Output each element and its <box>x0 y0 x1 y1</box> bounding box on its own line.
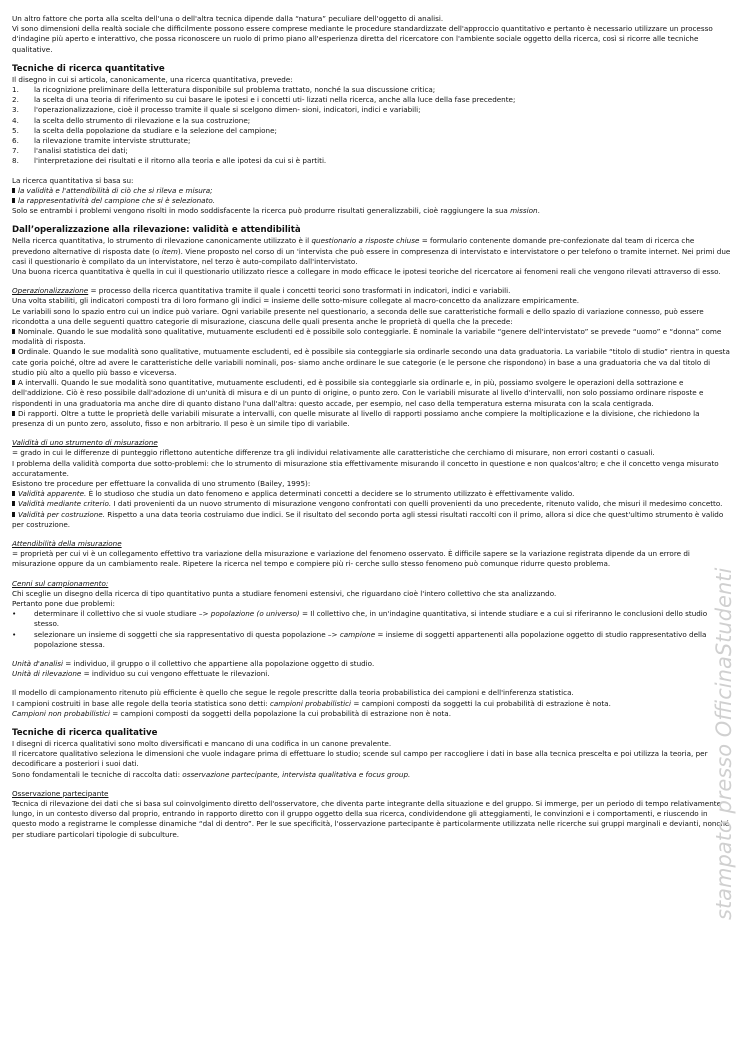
list-item: 1. la ricognizione preliminare della letteratura disponibile sul problema trattato, nonché la sua discussione critica; <box>12 85 436 95</box>
list-item: • determinare il collettivo che si vuole studiare –> popolazione (o universo) = Il collettivo che, in un'indagine quantitativa, si intende studiare e a cui si riferiranno le conclusioni dello studio stesso. <box>12 609 708 629</box>
validity-criterion: Validità mediante criterio. I dati provenienti da un nuovo strumento di misurazione vengono confrontati con quelli provenienti da uno precedente, ritenuto valido, che misuri il medesimo concetto. <box>12 499 732 509</box>
bullet-square-icon <box>12 501 15 506</box>
heading-qualitative: Tecniche di ricerca qualitative <box>12 727 158 738</box>
base-lead: La ricerca quantitativa si basa su: <box>12 175 134 185</box>
heading-quantitative: Tecniche di ricerca quantitative <box>12 63 165 74</box>
list-item: 5. la scelta della popolazione da studiare e la selezione del campione; <box>12 125 277 135</box>
base-item-validity: la validità e l'attendibilità di ciò che si rileva e misura; <box>12 186 732 196</box>
list-item: 3. l'operazionalizzazione, cioè il processo tramite il quale si scelgono dimen- sioni, indicatori, indici e variabili; <box>12 105 421 115</box>
opz-nominal: Nominale. Quando le sue modalità sono qualitative, mutuamente escludenti ed è possibile solo conteggiarle. È nominale la variabile “genere dell'intervistato” se prevede “uomo” e “donna” come modalità di risposta. <box>12 327 722 347</box>
sampling-problems-list <box>12 609 732 650</box>
validity-definition: = grado in cui le differenze di punteggio riflettono autentiche differenze tra gli individui relativamente alle caratteristiche che cerchiamo di misurare, non errori costanti o casuali. <box>12 448 655 458</box>
watermark: stampato presso OfficinaStudenti <box>712 567 736 920</box>
opz-definition: Operazionalizzazione = processo della ricerca quantitativa tramite il quale i concetti teorici sono trasformati in indicatori, indici e variabili. <box>12 286 511 296</box>
qual-line-3: Sono fondamentali le tecniche di raccolta dati: osservazione partecipante, intervista qualitativa e focus group. <box>12 769 411 779</box>
bullet-square-icon <box>12 380 15 385</box>
bullet-square-icon <box>12 512 15 517</box>
participant-observation-heading: Osservazione partecipante <box>12 788 109 798</box>
probabilistic-samples: I campioni costruiti in base alle regole della teoria statistica sono detti: campioni probabilistici = campioni composti da soggetti la cui probabilità di estrazione è nota. <box>12 698 611 708</box>
validity-problems: I problema della validità comporta due sotto-problemi: che lo strumento di misurazione stia effettivamente misurando il concetto in questione e non qualcos'altro; e che il concetto venga misurato accuratamente. <box>12 458 719 478</box>
bullet-square-icon <box>12 411 15 416</box>
reliability-definition: = proprietà per cui vi è un collegamento effettivo tra variazione della misurazione e variazione del fenomeno osservato. È difficile sapere se la variazione registrata dipende da un errore di misurazione oppure da un cambiamento reale. Ripetere la ricerca nel tempo e compiere più ri- cerche sullo stesso fenomeno può comunque ridurre questo problema. <box>12 549 690 569</box>
opz-variables: Le variabili sono lo spazio entro cui un indice può variare. Ogni variabile presente nel questionario, a seconda delle sue caratteristiche formali e dello spazio di variazione connesso, può essere ricondotta a una delle seguenti quattro categorie di misurazione, ciascuna delle quali presenta anche le proprietà di quella che la precede: <box>12 306 704 326</box>
opz-interval: A intervalli. Quando le sue modalità sono quantitative, mutuamente escludenti, ed è possibile sia conteggiarle sia ordinarle e, in più, possiamo svolgere le operazioni della sottrazione e dell'addizione. Ciò è reso possibile dall'adozione di un'unità di misura e di un punto di origine, o punto zero. Con le variabili misurate al livello d'intervalli, non solo possiamo ordinare risposte e rispondenti in una graduatoria ma anche dire di quanto distano l'una dall'altra: questo accade, per esempio, nel caso della temperatura esterna misurata con la scala centigrada. <box>12 378 704 408</box>
sampling-heading: Cenni sul campionamento: <box>12 578 109 588</box>
quant-lead: Il disegno in cui si articola, canonicamente, una ricerca quantitativa, prevede: <box>12 74 293 84</box>
list-item: 8. l'interpretazione dei risultati e il ritorno alla teoria e alle ipotesi da cui si è partiti. <box>12 156 327 166</box>
oper-paragraph-1: Nella ricerca quantitativa, lo strumento di rilevazione canonicamente utilizzato è il questionario a risposte chiuse = formulario contenente domande pre-confezionate dal team di ricerca che prevedono alternative di risposta date (o item). Viene proposto nel corso di un 'intervista che può essere in compresenza di intervistato e intervistatore o per telefono o tramite internet. Nei primi due casi il questionario è compilato da un intervistatore, nel terzo è auto-compilato dall'intervistato. <box>12 236 731 266</box>
unit-of-analysis: Unità d'analisi = individuo, il gruppo o il collettivo che appartiene alla popolazione oggetto di studio. <box>12 658 375 668</box>
bullet-dot-icon: • <box>12 629 17 639</box>
base-conclusion: Solo se entrambi i problemi vengono risolti in modo soddisfacente la ricerca può produrre risultati generalizzabili, cioè raggiungere la sua mission. <box>12 206 540 216</box>
bullet-square-icon <box>12 188 15 193</box>
unit-of-observation: Unità di rilevazione = individuo su cui vengono effettuate le rilevazioni. <box>12 669 270 679</box>
sampling-model: Il modello di campionamento ritenuto più efficiente è quello che segue le regole prescritte dalla teoria probabilistica dei campioni e dell'inferenza statistica. <box>12 688 574 698</box>
sampling-problems-lead: Pertanto pone due problemi: <box>12 598 115 608</box>
list-item: 4. la scelta dello strumento di rilevazione e la sua costruzione; <box>12 115 251 125</box>
base-item-representativeness: la rappresentatività del campione che si è selezionato. <box>12 196 732 206</box>
reliability-heading: Attendibilità della misurazione <box>12 538 122 548</box>
sampling-intro: Chi sceglie un disegno della ricerca di tipo quantitativo punta a studiare fenomeni estensivi, che riguardano cioè l'intero collettivo che sta analizzando. <box>12 588 557 598</box>
bullet-dot-icon: • <box>12 609 17 619</box>
heading-operationalization: Dall’operalizzazione alla rilevazione: validità e attendibilità <box>12 225 301 236</box>
validity-apparent: Validità apparente. È lo studioso che studia un dato fenomeno e applica determinati concetti a decidere se lo strumento utilizzato è effettivamente valido. <box>12 489 732 499</box>
bullet-square-icon <box>12 491 15 496</box>
bullet-square-icon <box>12 329 15 334</box>
list-item: • selezionare un insieme di soggetti che sia rappresentativo di questa popolazione –> campione = insieme di soggetti appartenenti alla popolazione oggetto di studio rappresentativo della popolazione stessa. <box>12 629 707 649</box>
bullet-square-icon <box>12 198 15 203</box>
intro-paragraph: Vi sono dimensioni della realtà sociale che difficilmente possono essere comprese mediante le procedure standardizzate dell'approccio quantitativo e pertanto è necessario utilizzare un processo d'indagine più aperto e interattivo, che possa riconoscere un ruolo di primo piano all'esperienza diretta del ricercatore con l'ambiente sociale oggetto della ricerca, così si ricorre alle tecniche qualitative. <box>12 24 713 54</box>
validity-procedures-lead: Esistono tre procedure per effettuare la convalida di uno strumento (Bailey, 1995): <box>12 478 311 488</box>
bullet-square-icon <box>12 349 15 354</box>
list-item: 2. la scelta di una teoria di riferimento su cui basare le ipotesi e i concetti uti- lizzati nella ricerca, anche alla luce della fase precedente; <box>12 95 516 105</box>
validity-construct: Validità per costruzione. Rispetto a una data teoria costruiamo due indici. Se il risultato del secondo porta agli stessi risultati raccolti con il primo, allora si dice che quest'ultimo strumento è valido per costruzione. <box>12 509 724 529</box>
validity-heading: Validità di uno strumento di misurazione <box>12 438 158 448</box>
opz-ratio: Di rapporti. Oltre a tutte le proprietà delle variabili misurate a intervalli, con quelle misurate al livello di rapporti possiamo anche compiere la moltiplicazione e la divisione, che richiedono la presenza di un punto zero, assoluto, fisso e non arbitrario. Il peso è un simile tipo di variabile. <box>12 408 700 428</box>
non-probabilistic-samples: Campioni non probabilistici = campioni composti da soggetti della popolazione la cui probabilità di estrazione non è nota. <box>12 708 451 718</box>
opz-indices: Una volta stabiliti, gli indicatori composti tra di loro formano gli indici = insieme delle sotto-misure collegate al macro-concetto da analizzare empiricamente. <box>12 296 580 306</box>
list-item: 6. la rilevazione tramite interviste strutturate; <box>12 136 191 146</box>
oper-paragraph-2: Una buona ricerca quantitativa è quella in cui il questionario utilizzato riesce a collegare in modo efficace le ipotesi teoriche del ricercatore ai fenomeni reali che vengono rilevati attraverso di esso. <box>12 267 721 277</box>
qual-line-1: I disegni di ricerca qualitativi sono molto diversificati e mancano di una codifica in un canone prevalente. <box>12 738 392 748</box>
document-page <box>12 14 732 840</box>
participant-observation-text: Tecnica di rilevazione dei dati che si basa sul coinvolgimento diretto dell'osservatore, che diventa parte integrante della situazione e del gruppo. Si immerge, per un periodo di tempo relativamente lungo, in un contesto diverso dal proprio, entrando in rapporto diretto con il gruppo oggetto della sua ricerca, condividendone gli atteggiamenti, le convinzioni e i comportamenti, e riuscendo in questo modo a registrarne le complesse dinamiche “dal di dentro”. Per le sue specificità, l'osservazione partecipante è particolarmente utilizzata nelle ricerche sui gruppi marginali e devianti, nonché per studiare particolari tipologie di subculture. <box>12 799 730 839</box>
quant-steps-list <box>12 85 732 167</box>
intro-line-1: Un altro fattore che porta alla scelta dell'una o dell'altra tecnica dipende dalla “natura” peculiare dell'oggetto di analisi. <box>12 14 444 23</box>
opz-ordinal: Ordinale. Quando le sue modalità sono qualitative, mutuamente escludenti, ed è possibile sia conteggiarle sia ordinarle secondo una data graduatoria. La variabile “titolo di studio” rientra in questa cate goria poiché, oltre ad avere le caratteristiche delle variabili nominali, pos- siamo anche ordinare le sue categorie (e le persone che rispondono) in base a una graduatoria che va dal titolo di studio più alto a quello più basso e viceversa. <box>12 347 730 377</box>
qual-line-2: Il ricercatore qualitativo seleziona le dimensioni che vuole indagare prima di effettuare lo studio; scende sul campo per raccogliere i dati in base alla tecnica prescelta e poi utilizza la teoria, per decodificare a posteriori i suoi dati. <box>12 749 708 769</box>
list-item: 7. l'analisi statistica dei dati; <box>12 146 128 156</box>
